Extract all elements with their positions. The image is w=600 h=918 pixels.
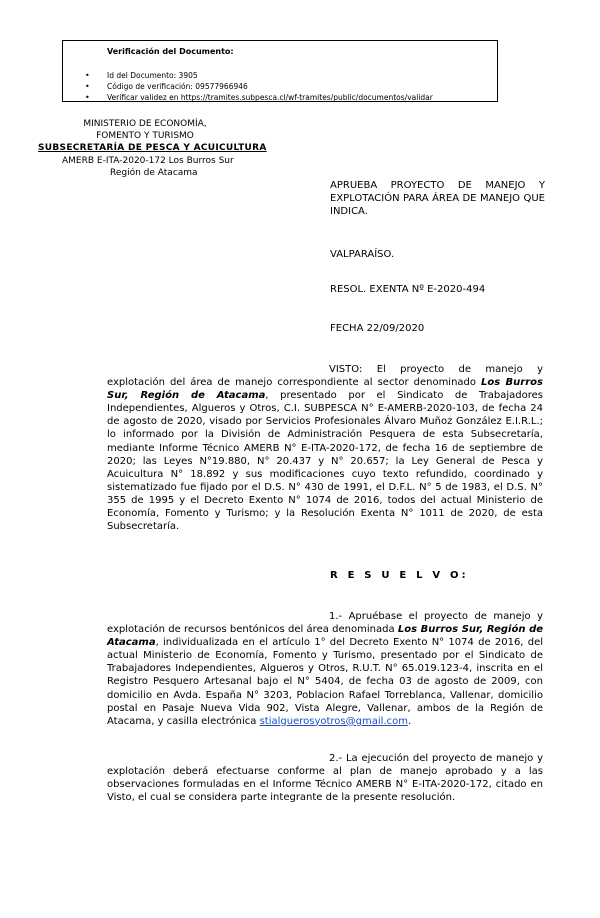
resuelvo-heading: R E S U E L V O:	[330, 570, 469, 581]
article-1-paragraph	[107, 610, 543, 728]
article-1-text-rest: , individualizada en el artículo 1° del Decreto Exento N° 1074 de 2016, del actual Ministerio de Economía, Fomento y Turismo, presentado por el Sindicato de Trabajadores Independientes, Algueros y Otros, R.U.T. N° 65.019.123-4, inscrita en el Registro Pesquero Artesanal bajo el N° 5404, de fecha 03 de agosto de 2009, con domicilio en Avda. España N° 3203, Poblacion Rafael Torreblanca, Vallenar, domicilio postal en Pasaje Nueva Vida 902, Vista Alegre, Vallenar, ambos de la Región de Atacama, y casilla electrónica	[107, 637, 543, 727]
resolution-date: FECHA 22/09/2020	[330, 323, 425, 334]
resolution-number: RESOL. EXENTA Nº E-2020-494	[330, 284, 486, 295]
ministry-line-1: MINISTERIO DE ECONOMÍA,	[83, 119, 207, 129]
verification-box	[62, 40, 498, 102]
visto-area-name: Los Burros Sur	[107, 377, 543, 402]
article-1-end: .	[407, 715, 412, 727]
article-1-text: 1.- Apruébase el proyecto de manejo y explotación de recursos bentónicos del área denominada	[107, 611, 543, 636]
verification-id: • Id del Documento: 3905	[85, 70, 433, 81]
ministry-line-2: FOMENTO Y TURISMO	[96, 131, 194, 141]
resolution-summary: APRUEBA PROYECTO DE MANEJO Y EXPLOTACIÓN PARA ÁREA DE MANEJO QUE INDICA.	[330, 180, 545, 217]
visto-text-rest: , presentado por el Sindicato de Trabajadores Independientes, Algueros y Otros, C.I. SUBPESCA N° E-AMERB-2020-103, de fecha 24 de agosto de 2020, visado por Servicios Profesionales Álvaro Muñoz González E.I.R.L.; lo informado por la División de Administración Pesquera de esta Subsecretaría, mediante Informe Técnico AMERB N° E-ITA-2020-172, de fecha 16 de septiembre de 2020; las Leyes N°19.880, N° 20.437 y N° 20.657; la Ley General de Pesca y Acuicultura N° 18.892 y sus modificaciones cuyo texto refundido, coordinado y sistematizado fue fijado por el D.S. N° 430 de 1991, el D.F.L. N° 5 de 1983, el D.S. N° 355 de 1995 y el Decreto Exento N° 1074 de 2016, todos del actual Ministerio de Economía, Fomento y Turismo; y la Resolución Exenta N° 1011 de 2020, de esta Subsecretaría.	[107, 390, 543, 533]
article-1-region-name: Región de Atacama	[107, 624, 544, 649]
visto-paragraph	[107, 363, 543, 533]
ministry-name	[62, 118, 228, 142]
visto-label: VISTO:	[329, 364, 363, 375]
article-2-paragraph: 2.- La ejecución del proyecto de manejo y explotación deberá efectuarse conforme al plan de manejo aprobado y a las observaciones formuladas en el Informe Técnico AMERB N° E-ITA-2020-172, citado en Visto, el cual se considera parte integrante de la presente resolución.	[107, 753, 543, 804]
resolution-city: VALPARAÍSO.	[330, 249, 395, 260]
verification-title: Verificación del Documento:	[107, 47, 234, 56]
visto-separator: ,	[124, 390, 141, 402]
verification-list	[85, 70, 433, 103]
visto-text: El proyecto de manejo y explotación del área de manejo correspondiente al sector denominado	[107, 364, 543, 389]
email-link[interactable]: stialguerosyotros@gmail.com	[259, 715, 408, 727]
visto-region-name: Región de Atacama	[140, 390, 266, 402]
verification-code: • Código de verificación: 09577966946	[85, 81, 433, 92]
verification-url[interactable]: • Verificar validez en https://tramites.subpesca.cl/wf-tramites/public/documentos/validar	[85, 92, 433, 103]
article-1-separator: ,	[479, 624, 487, 636]
agency-name: SUBSECRETARÍA DE PESCA Y ACUICULTURA	[38, 143, 267, 153]
document-region: Región de Atacama	[110, 168, 198, 178]
document-reference: AMERB E-ITA-2020-172 Los Burros Sur	[62, 156, 234, 166]
article-1-area-name: Los Burros Sur	[397, 624, 480, 636]
